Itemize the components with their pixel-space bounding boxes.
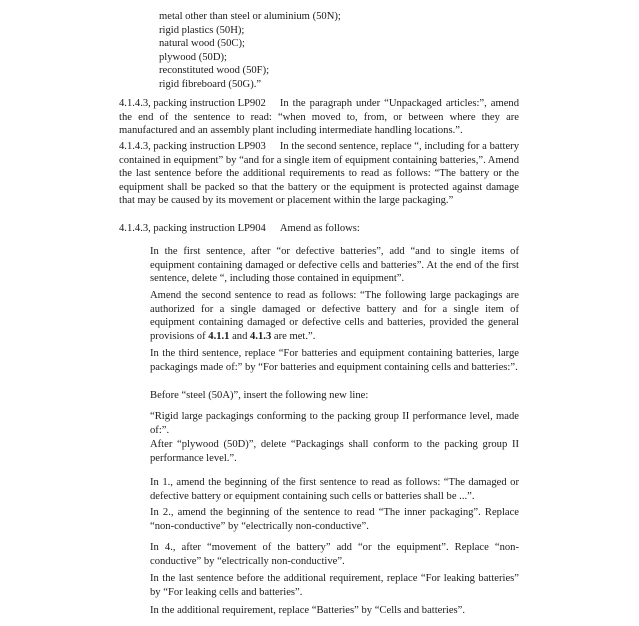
lp904-text: Amend as follows: <box>279 223 360 234</box>
amendment-paragraph-10: In the last sentence before the additional requirement, replace “For leaking batteries” by “For leaking cells and batteries”. <box>150 573 519 598</box>
section-ref-4-1-3: 4.1.3 <box>250 330 272 342</box>
amendment-paragraph-4: Before “steel (50A)”, insert the following new line: <box>150 390 369 401</box>
p2-text-end: are met.”. <box>271 330 316 342</box>
lp902-text: In the paragraph under “Unpackaged articles:”, amend the end of the sentence to read: “when moved to, from, or between where they are manufactured and an assembly plant including intermediate handling locations.”. <box>119 98 519 137</box>
amendment-paragraph-8: In 2., amend the beginning of the sentence to read “The inner packaging”. Replace “non-conductive” by “electrically non-conductive”. <box>150 507 519 532</box>
list-item: rigid fibreboard (50G).” <box>159 78 262 90</box>
list-item: natural wood (50C); <box>159 38 245 50</box>
lp903-paragraph <box>119 140 519 208</box>
lp904-reference: 4.1.4.3, packing instruction LP904 <box>119 223 266 234</box>
lp903-text: In the second sentence, replace “, including for a battery contained in equipment” by “and for a single item of equipment containing batteries,”. Amend the last sentence before the additional requirements to read as follows: “The battery or the equipment shall be packed so that the battery or the equipment is protected against damage that may be caused by its movement or placement within the large packaging.” <box>119 141 519 207</box>
amendment-paragraph-1: In the first sentence, after “or defective batteries”, add “and to single items of equipment containing damaged or defective cells and batteries”. At the end of the first sentence, delete “, including those contained in equipment”. <box>150 246 519 285</box>
list-item: reconstituted wood (50F); <box>159 65 270 77</box>
lp904-paragraph <box>119 222 519 236</box>
packaging-material-list <box>159 10 459 92</box>
list-item: metal other than steel or aluminium (50N); <box>159 11 341 22</box>
lp902-paragraph <box>119 97 519 138</box>
list-item: plywood (50D); <box>159 51 227 63</box>
section-ref-4-1-1: 4.1.1 <box>208 330 230 342</box>
lp902-reference: 4.1.4.3, packing instruction LP902 <box>119 98 266 109</box>
p2-text-start: Amend the second sentence to read as follows: “The following large packagings are authorized for a single damaged or defective battery and for a single item of equipment containing damaged or defective cells and batteries, provided the general provisions of <box>150 290 519 342</box>
amendment-paragraph-2 <box>150 289 519 343</box>
p2-text-and: and <box>229 330 251 342</box>
amendment-paragraph-11: In the additional requirement, replace “Batteries” by “Cells and batteries”. <box>150 605 466 616</box>
lp903-reference: 4.1.4.3, packing instruction LP903 <box>119 141 266 152</box>
amendment-paragraph-6: After “plywood (50D)”, delete “Packagings shall conform to the packing group II performance level.”. <box>150 439 519 464</box>
amendment-paragraph-5: “Rigid large packagings conforming to the packing group II performance level, made of:”. <box>150 411 519 436</box>
amendment-paragraph-7: In 1., amend the beginning of the first sentence to read as follows: “The damaged or defective battery or equipment containing such cells or batteries shall be ...”. <box>150 477 519 502</box>
amendment-paragraph-3: In the third sentence, replace “For batteries and equipment containing batteries, large packagings made of:” by “For batteries and equipment containing cells and batteries:”. <box>150 348 519 373</box>
amendment-paragraph-9: In 4., after “movement of the battery” add “or the equipment”. Replace “non-conductive” by “electrically non-conductive”. <box>150 542 519 567</box>
list-item: rigid plastics (50H); <box>159 24 245 36</box>
